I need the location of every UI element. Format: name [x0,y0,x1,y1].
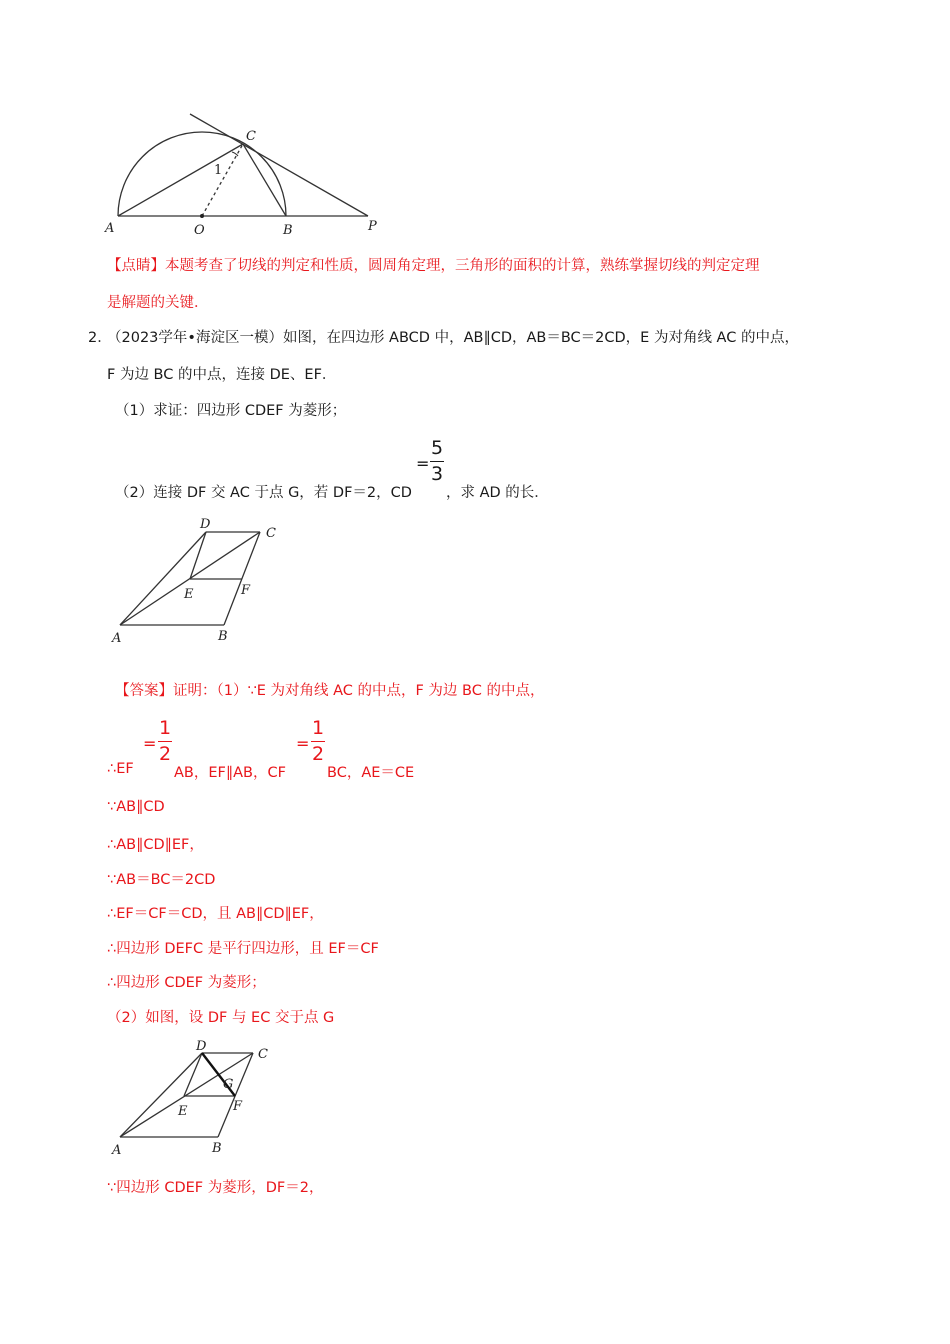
chord-bc [243,144,286,216]
side-da [120,1053,202,1137]
answer-line-2-end: BC，AE＝CE [327,765,415,781]
label-c: C [246,129,256,144]
answer-line-5: ∵AB＝BC＝2CD [107,872,216,888]
figure-semicircle-tangent [100,108,400,238]
answer-line-6: ∴EF＝CF＝CD，且 AB∥CD∥EF， [107,906,324,922]
label-p: P [368,219,377,234]
label-o: O [194,223,205,238]
answer-equals-2: = [296,734,310,753]
answer-equals-1: = [143,734,157,753]
answer-line-10: ∵四边形 CDEF 为菱形，DF＝2， [107,1180,324,1196]
problem-part-1: （1）求证：四边形 CDEF 为菱形； [115,403,347,419]
label-a: A [112,1143,122,1158]
label-b: B [212,1141,222,1156]
fraction-denominator: 2 [311,743,325,765]
label-e: E [184,587,194,602]
label-f: F [233,1099,243,1114]
label-a: A [112,631,122,646]
figure-quadrilateral [108,512,298,647]
comment-line-2: 是解题的关键． [107,295,209,311]
problem-part-2-end: ，求 AD 的长． [446,485,549,501]
label-b: B [283,223,293,238]
label-angle-1: 1 [214,163,223,178]
figure-quadrilateral-with-g [108,1036,298,1166]
answer-line-4: ∴AB∥CD∥EF， [107,837,204,853]
answer-tag: 【答案】 [115,683,173,699]
answer-line-2-start: ∴EF [107,761,134,777]
comment-line-1 [107,254,760,275]
fraction-one-half-2 [311,717,325,765]
fraction-numerator: 1 [158,717,172,739]
label-d: D [200,517,211,532]
answer-line-9: （2）如图，设 DF 与 EC 交于点 G [107,1010,335,1026]
chord-ac [118,144,243,216]
segment-de [190,532,206,579]
label-d: D [196,1039,207,1054]
comment-tag: 【点睛】 [107,258,165,274]
answer-text-1: 证明：（1）∵E 为对角线 AC 的中点，F 为边 BC 的中点， [173,683,545,699]
problem-line-1: （2023学年•海淀区一模）如图，在四边形 ABCD 中，AB∥CD，AB＝BC＝2CD，E 为对角线 AC 的中点， [107,330,799,346]
problem-part-2-start: （2）连接 DF 交 AC 于点 G，若 DF＝2，CD [115,485,412,501]
problem-part-2-equals: = [416,454,430,473]
label-f: F [241,583,251,598]
answer-line-3: ∵AB∥CD [107,799,165,815]
fraction-numerator: 5 [430,437,444,459]
fraction-bar [430,461,444,462]
fraction-denominator: 3 [430,463,444,485]
label-g: G [223,1077,234,1092]
fraction-numerator: 1 [311,717,325,739]
fraction-bar [158,741,172,742]
answer-line-7: ∴四边形 DEFC 是平行四边形，且 EF＝CF [107,941,379,957]
answer-line-2-middle: AB，EF∥AB，CF [174,765,286,781]
problem-line-2: F 为边 BC 的中点，连接 DE、EF． [107,367,337,383]
fraction-bar [311,741,325,742]
fraction-five-thirds [430,437,444,485]
label-c: C [258,1047,268,1062]
label-b: B [218,629,228,644]
problem-number: 2． [88,330,112,346]
segment-de [184,1053,202,1096]
label-c: C [266,526,276,541]
comment-text-1: 本题考查了切线的判定和性质，圆周角定理，三角形的面积的计算，熟练掌握切线的判定定理 [165,258,760,274]
fraction-one-half-1 [158,717,172,765]
answer-line-1 [115,679,544,700]
center-o-dot [200,214,204,218]
fraction-denominator: 2 [158,743,172,765]
label-a: A [105,221,115,236]
angle-mark [232,152,238,156]
label-e: E [178,1104,188,1119]
answer-line-8: ∴四边形 CDEF 为菱形； [107,975,266,991]
